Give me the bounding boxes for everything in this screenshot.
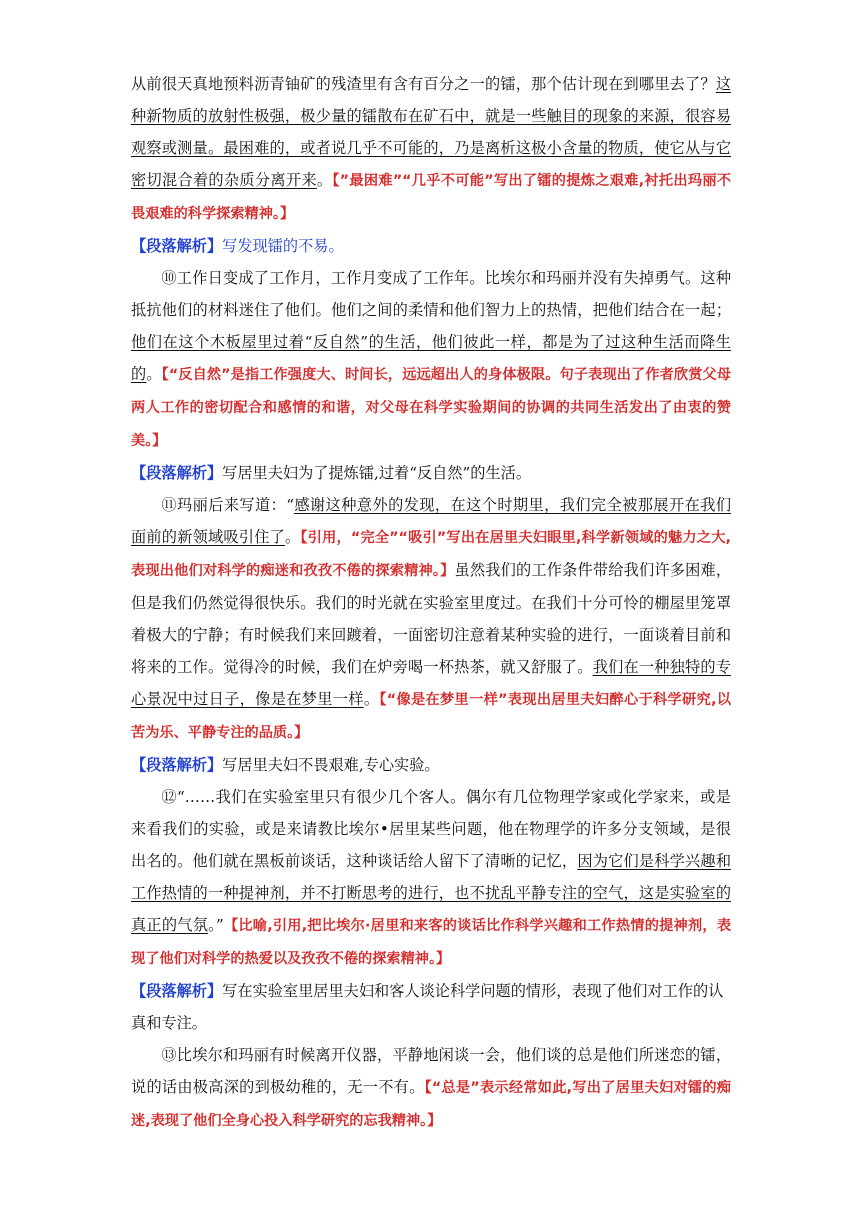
body-text: ⑪玛丽后来写道：“ (161, 496, 295, 514)
body-text: 。 (363, 690, 380, 708)
paragraph-analysis (131, 457, 731, 489)
underlined-sentence: 因为它们是科学兴趣和工作热情的一种提神剂，并不打断思考的进行，也不扰乱平静专注的空气，这是实验室的真正的气氛 (131, 852, 732, 934)
body-text: 。 (316, 171, 333, 189)
paragraph-radium-difficulty (131, 68, 731, 230)
paragraph-11 (131, 489, 731, 749)
analysis-text: 写发现镭的不易。 (222, 237, 344, 255)
red-annotation: 【“像是在梦里一样”表现出居里夫妇醉心于科学研究,以苦为乐、平静专注的品质。】 (131, 692, 732, 741)
analysis-tag: 【段落解析】 (131, 237, 223, 255)
body-text: ⑩工作日变成了工作月，工作月变成了工作年。比埃尔和玛丽并没有失掉勇气。这种抵抗他们的材料迷住了他们。他们之间的柔情和他们智力上的热情，把他们结合在一起； (131, 269, 731, 319)
analysis-text: 写居里夫妇为了提炼镭,过着“反自然”的生活。 (222, 464, 532, 482)
body-text: 从前很天真地预料沥青铀矿的残渣里有含有百分之一的镭，那个估计现在到哪里去了？ (131, 75, 716, 93)
paragraph-analysis (131, 230, 731, 262)
body-text: 。 (285, 528, 301, 546)
underlined-sentence: 这种新物质的放射性极强，极少量的镭散布在矿石中，就是一些触目的现象的来源，很容易观察或测量。最困难的，或者说几乎不可能的，乃是离析这极小含量的物质，使它从与它密切混合着的杂质分离开来 (131, 75, 731, 189)
red-annotation: 【“总是”表示经常如此,写出了居里夫妇对镭的痴迷,表现了他们全身心投入科学研究的忘我精神。】 (131, 1080, 731, 1129)
red-annotation: 【引用，“完全”“吸引”写出在居里夫妇眼里,科学新领域的魅力之大,表现出他们对科学的痴迷和孜孜不倦的探索精神。】 (131, 530, 732, 579)
body-text: 。” (208, 916, 224, 934)
body-text: ⑫“……我们在实验室里只有很少几个客人。偶尔有几位物理学家或化学家来，或是来看我们的实验，或是来请教比埃尔•居里某些问题，他在物理学的许多分支领域，是很出名的。他们就在黑板前谈话，这种谈话给人留下了清晰的记忆， (131, 788, 731, 870)
paragraph-12 (131, 781, 731, 975)
red-annotation: 【”最困难”“几乎不可能”写出了镭的提炼之艰难,衬托出玛丽不畏艰难的科学探索精神。】 (131, 173, 732, 222)
paragraph-13 (131, 1039, 731, 1137)
underlined-sentence: 他们在这个木板屋里过着“反自然”的生活，他们彼此一样，都是为了过这种生活而降生的 (131, 333, 731, 383)
document-page (131, 68, 731, 1137)
red-annotation: 【“反自然”是指工作强度大、时间长，远远超出人的身体极限。句子表现出了作者欣赏父母两人工作的密切配合和感情的和谐，对父母在科学实验期间的协调的共同生活发出了由衷的赞美。】 (131, 367, 732, 449)
underlined-sentence: 感谢这种意外的发现，在这个时期里，我们完全被那展开在我们面前的新领域吸引住了 (131, 496, 732, 546)
red-annotation: 【比喻,引用,把比埃尔·居里和来客的谈话比作科学兴趣和工作热情的提神剂，表现了他们对科学的热爱以及孜孜不倦的探索精神。】 (131, 918, 732, 967)
body-text: 虽然我们的工作条件带给我们许多困难，但是我们仍然觉得很快乐。我们的时光就在实验室里度过。在我们十分可怜的棚屋里笼罩着极大的宁静；有时候我们来回踱着，一面密切注意着某种实验的进行，一面谈着目前和将来的工作。觉得冷的时候，我们在炉旁喝一杯热茶，就又舒服了。 (131, 561, 732, 676)
paragraph-10 (131, 262, 731, 457)
body-text: 。 (146, 365, 162, 383)
body-text: ⑬比埃尔和玛丽有时候离开仪器，平静地闲谈一会，他们谈的总是他们所迷恋的镭，说的话由极高深的到极幼稚的，无一不有。 (131, 1046, 731, 1096)
analysis-tag: 【段落解析】 (131, 464, 223, 482)
analysis-tag: 【段落解析】 (131, 756, 223, 774)
paragraph-analysis (131, 749, 731, 781)
analysis-tag: 【段落解析】 (131, 982, 223, 1000)
paragraph-analysis (131, 975, 731, 1039)
underlined-sentence: 我们在一种独特的专心景况中过日子，像是在梦里一样 (131, 658, 732, 708)
analysis-text: 写居里夫妇不畏艰难,专心实验。 (222, 756, 440, 774)
analysis-text: 写在实验室里居里夫妇和客人谈论科学问题的情形，表现了他们对工作的认真和专注。 (131, 982, 724, 1032)
